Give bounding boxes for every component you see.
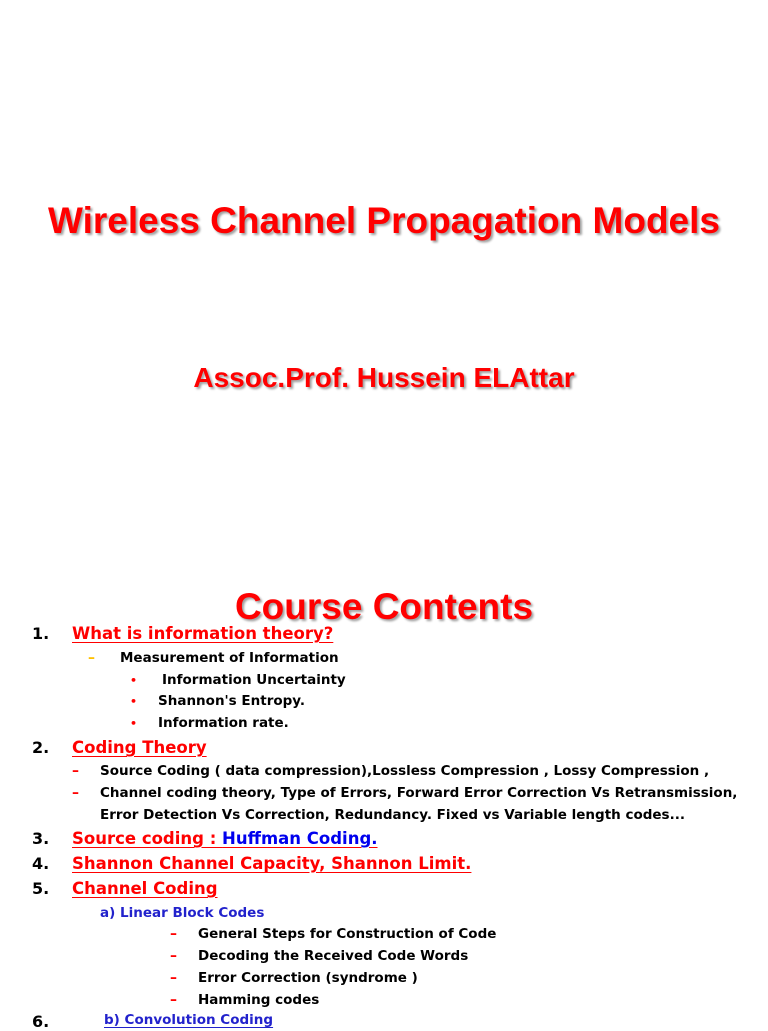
- item-heading: Channel Coding: [72, 879, 218, 898]
- bullet-marker: •: [130, 695, 138, 708]
- item-text: Information rate.: [158, 715, 289, 731]
- subsection-heading: a) Linear Block Codes: [100, 905, 265, 921]
- dash-marker: –: [170, 970, 177, 986]
- bullet-marker: •: [130, 674, 138, 687]
- dash-marker: –: [72, 763, 79, 779]
- item-number: 5.: [32, 879, 50, 898]
- item-heading: Coding Theory: [72, 738, 207, 757]
- bullet-marker: •: [130, 717, 138, 730]
- item-text: General Steps for Construction of Code: [198, 926, 497, 942]
- item-heading: What is information theory?: [72, 624, 334, 643]
- dash-marker: –: [170, 992, 177, 1008]
- item-text: Error Correction (syndrome ): [198, 970, 418, 986]
- slide-title: Wireless Channel Propagation Models: [48, 200, 720, 241]
- dash-marker: –: [170, 926, 177, 942]
- item-heading: Shannon Channel Capacity, Shannon Limit.: [72, 854, 472, 873]
- dash-marker: –: [170, 948, 177, 964]
- item-text: Hamming codes: [198, 992, 320, 1008]
- item-number: 4.: [32, 854, 50, 873]
- dash-marker: –: [72, 785, 79, 801]
- item-number: 2.: [32, 738, 50, 757]
- item-text: Channel coding theory, Type of Errors, Forward Error Correction Vs Retransmission,: [100, 785, 738, 801]
- item-number: 3.: [32, 829, 50, 848]
- item-text: Decoding the Received Code Words: [198, 948, 469, 964]
- item-heading-extra: Huffman Coding.: [222, 829, 378, 848]
- item-text: Source Coding ( data compression),Lossless Compression , Lossy Compression ,: [100, 763, 710, 779]
- dash-marker: –: [88, 650, 95, 666]
- item-text: Shannon's Entropy.: [158, 693, 305, 709]
- section-title: Course Contents: [234, 586, 534, 627]
- subsection-heading: b) Convolution Coding: [104, 1012, 274, 1028]
- item-heading: [72, 829, 378, 848]
- item-text: Information Uncertainty: [162, 672, 346, 688]
- slide-author: Assoc.Prof. Hussein ELAttar: [193, 362, 575, 393]
- item-text: Measurement of Information: [120, 650, 339, 666]
- item-heading-text: Source coding :: [72, 829, 223, 848]
- item-text: Error Detection Vs Correction, Redundancy. Fixed vs Variable length codes...: [100, 807, 685, 823]
- item-number: 1.: [32, 624, 50, 643]
- item-number: 6.: [32, 1012, 50, 1031]
